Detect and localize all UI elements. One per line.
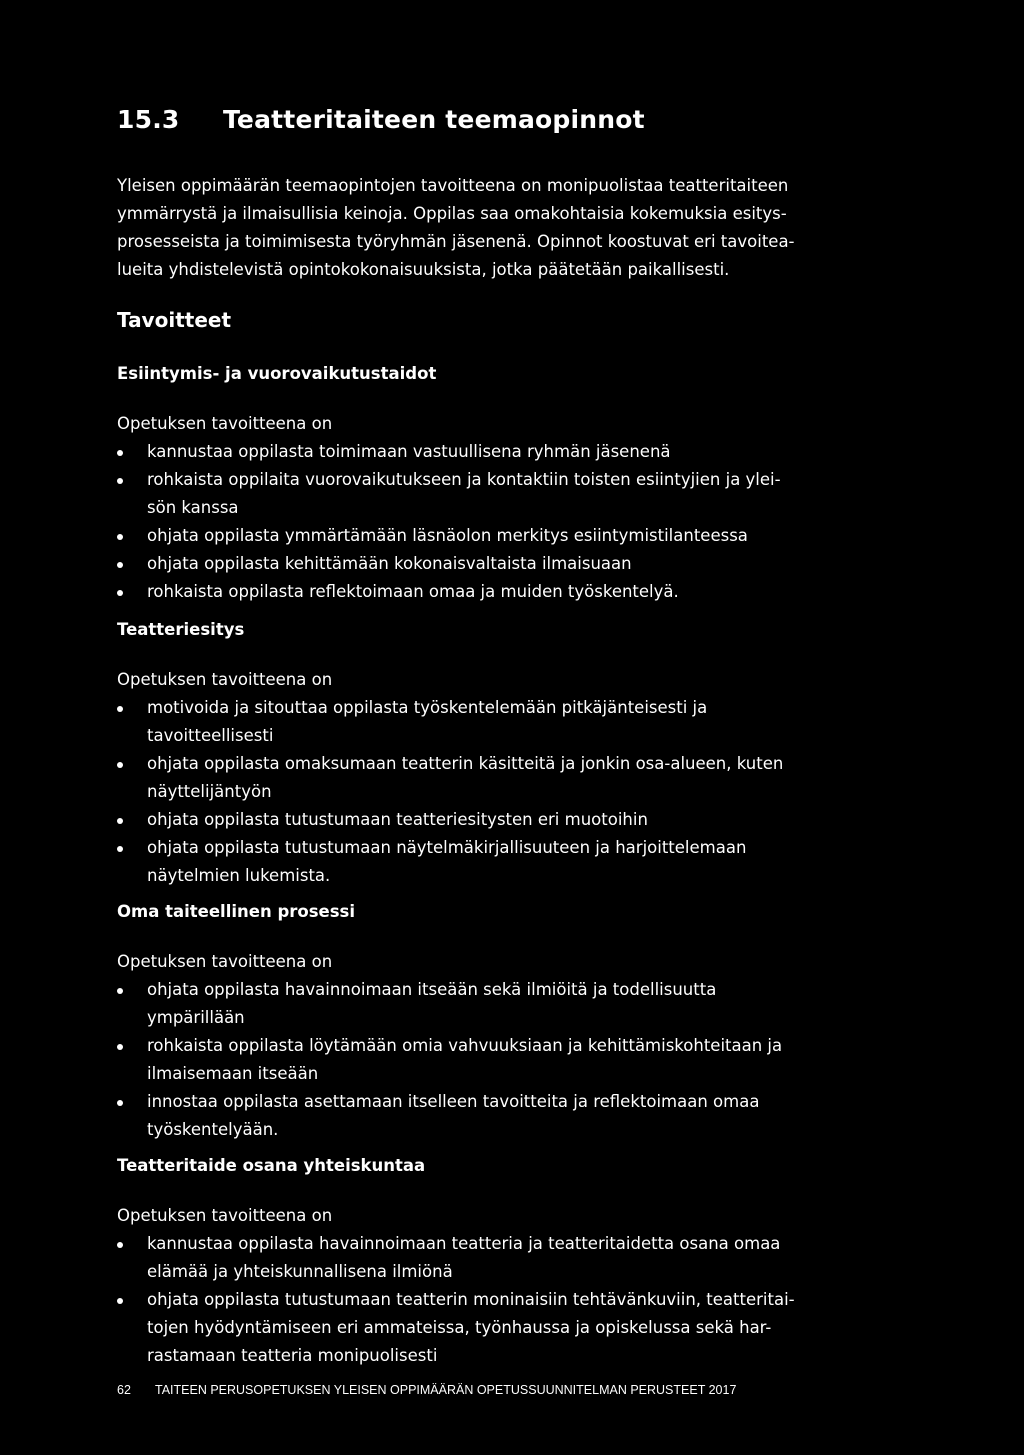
bullet-icon <box>117 988 123 994</box>
list-item <box>117 1088 897 1144</box>
list-item <box>117 578 897 606</box>
list-item <box>117 976 897 1032</box>
page-footer <box>117 1381 736 1399</box>
list-item-text: ohjata oppilasta ymmärtämään läsnäolon merkitys esiintymistilanteessa <box>147 526 748 545</box>
section-title: Teatteriesitys <box>117 620 245 639</box>
list-item-text: kannustaa oppilasta toimimaan vastuullisena ryhmän jäsenenä <box>147 442 671 461</box>
intro-line: prosesseista ja toimimisesta työryhmän jäsenenä. Opinnot koostuvat eri tavoitea- <box>117 232 795 251</box>
list-item-text: ohjata oppilasta havainnoimaan itseään sekä ilmiöitä ja todellisuutta <box>147 980 717 999</box>
list-item-text: ohjata oppilasta tutustumaan näytelmäkirjallisuuteen ja harjoittelemaan <box>147 838 747 857</box>
intro-paragraph <box>117 172 897 284</box>
section-lead: Opetuksen tavoitteena on <box>117 414 333 433</box>
list-item <box>117 522 897 550</box>
section-lead: Opetuksen tavoitteena on <box>117 952 333 971</box>
bullet-icon <box>117 534 123 540</box>
list-item <box>117 1286 897 1370</box>
list-item-text: sön kanssa <box>147 498 239 517</box>
chapter-number: 15.3 <box>117 105 180 134</box>
list-item-text: työskentelyään. <box>147 1120 279 1139</box>
bullet-icon <box>117 1100 123 1106</box>
list-item-text: ohjata oppilasta tutustumaan teatterin moninaisiin tehtävänkuviin, teatteritai- <box>147 1290 795 1309</box>
intro-line: Yleisen oppimäärän teemaopintojen tavoitteena on monipuolistaa teatteritaiteen <box>117 176 789 195</box>
bullet-icon <box>117 1044 123 1050</box>
list-item-text: näytelmien lukemista. <box>147 866 331 885</box>
list-item-text: näyttelijäntyön <box>147 782 272 801</box>
section-esiintymis <box>117 360 897 606</box>
bullet-icon <box>117 562 123 568</box>
list-item <box>117 1230 897 1286</box>
list-item-text: rohkaista oppilaita vuorovaikutukseen ja kontaktiin toisten esiintyjien ja ylei- <box>147 470 781 489</box>
list-item-text: rohkaista oppilasta löytämään omia vahvuuksiaan ja kehittämiskohteitaan ja <box>147 1036 783 1055</box>
list-item-text: ympärillään <box>147 1008 245 1027</box>
section-lead: Opetuksen tavoitteena on <box>117 670 333 689</box>
intro-line: ymmärrystä ja ilmaisullisia keinoja. Oppilas saa omakohtaisia kokemuksia esitys- <box>117 204 787 223</box>
list-item <box>117 1032 897 1088</box>
bullet-list <box>117 1230 897 1370</box>
list-item-text: ohjata oppilasta kehittämään kokonaisvaltaista ilmaisuaan <box>147 554 632 573</box>
chapter-title: Teatteritaiteen teemaopinnot <box>223 105 645 134</box>
list-item-text: ohjata oppilasta tutustumaan teatteriesitysten eri muotoihin <box>147 810 648 829</box>
list-item-text: rastamaan teatteria monipuolisesti <box>147 1346 438 1365</box>
chapter-heading <box>117 103 645 137</box>
section-title: Oma taiteellinen prosessi <box>117 902 356 921</box>
section-teatteriesitys <box>117 616 897 890</box>
list-item <box>117 466 897 522</box>
list-item-text: tavoitteellisesti <box>147 726 274 745</box>
bullet-icon <box>117 818 123 824</box>
footer-title: TAITEEN PERUSOPETUKSEN YLEISEN OPPIMÄÄRÄN OPETUSSUUNNITELMAN PERUSTEET 2017 <box>155 1383 737 1397</box>
bullet-list <box>117 438 897 606</box>
goals-heading: Tavoitteet <box>117 308 232 332</box>
bullet-icon <box>117 706 123 712</box>
bullet-icon <box>117 590 123 596</box>
list-item-text: elämää ja yhteiskunnallisena ilmiönä <box>147 1262 453 1281</box>
intro-line: lueita yhdistelevistä opintokokonaisuuksista, jotka päätetään paikallisesti. <box>117 260 730 279</box>
bullet-icon <box>117 450 123 456</box>
section-title: Teatteritaide osana yhteiskuntaa <box>117 1156 426 1175</box>
list-item-text: innostaa oppilasta asettamaan itselleen tavoitteita ja reflektoimaan omaa <box>147 1092 760 1111</box>
list-item-text: tojen hyödyntämiseen eri ammateissa, työnhaussa ja opiskelussa sekä har- <box>147 1318 772 1337</box>
section-yhteiskunta <box>117 1152 897 1370</box>
list-item <box>117 438 897 466</box>
bullet-icon <box>117 478 123 484</box>
section-oma-prosessi <box>117 898 897 1144</box>
bullet-list <box>117 976 897 1144</box>
list-item <box>117 550 897 578</box>
bullet-icon <box>117 1298 123 1304</box>
section-lead: Opetuksen tavoitteena on <box>117 1206 333 1225</box>
list-item <box>117 750 897 806</box>
list-item-text: ilmaisemaan itseään <box>147 1064 319 1083</box>
list-item-text: ohjata oppilasta omaksumaan teatterin käsitteitä ja jonkin osa-alueen, kuten <box>147 754 784 773</box>
list-item <box>117 834 897 890</box>
section-title: Esiintymis- ja vuorovaikutustaidot <box>117 364 437 383</box>
bullet-icon <box>117 1242 123 1248</box>
list-item <box>117 806 897 834</box>
list-item-text: motivoida ja sitouttaa oppilasta työskentelemään pitkäjänteisesti ja <box>147 698 708 717</box>
list-item <box>117 694 897 750</box>
bullet-list <box>117 694 897 890</box>
bullet-icon <box>117 762 123 768</box>
list-item-text: kannustaa oppilasta havainnoimaan teatteria ja teatteritaidetta osana omaa <box>147 1234 781 1253</box>
page-number: 62 <box>117 1383 131 1397</box>
list-item-text: rohkaista oppilasta reflektoimaan omaa ja muiden työskentelyä. <box>147 582 679 601</box>
bullet-icon <box>117 846 123 852</box>
